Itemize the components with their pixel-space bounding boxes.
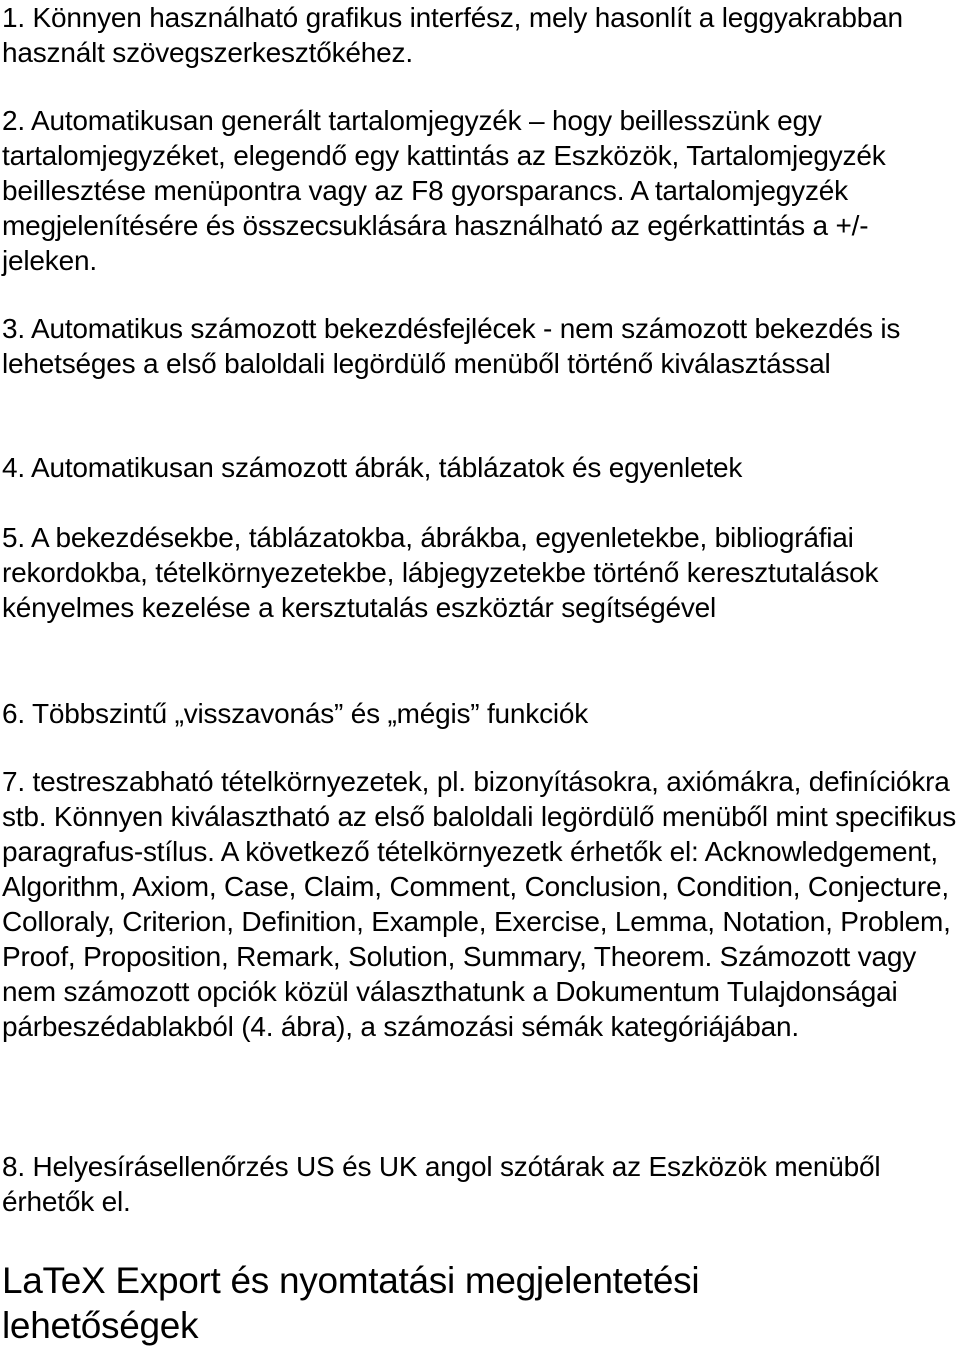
list-item-1: 1. Könnyen használható grafikus interfész, mely hasonlít a leggyakrabban használt szövegszerkesztőkéhez. (2, 2, 903, 68)
list-item-3: 3. Automatikus számozott bekezdésfejlécek - nem számozott bekezdés is lehetséges a első baloldali legördülő menüből történő kiválasztással (2, 313, 901, 379)
list-item-8: 8. Helyesírásellenőrzés US és UK angol szótárak az Eszközök menüből érhetők el. (2, 1151, 881, 1217)
list-item-2: 2. Automatikusan generált tartalomjegyzék – hogy beillesszünk egy tartalomjegyzéket, elegendő egy kattintás az Eszközök, Tartalomjegyzék beillesztése menüpontra vagy az F8 gyorsparancs. A tartalomjegyzék megjelenítésére és összecsuklására használható az egérkattintás a +/- jeleken. (2, 105, 886, 276)
list-item-5: 5. A bekezdésekbe, táblázatokba, ábrákba, egyenletekbe, bibliográfiai rekordokba, tételkörnyezetekbe, lábjegyzetekbe történő keresztutalások kényelmes kezelése a kersztutalás eszköztár segítségével (2, 522, 879, 623)
list-item-6: 6. Többszintű „visszavonás” és „mégis” funkciók (2, 698, 589, 729)
section-heading: LaTeX Export és nyomtatási megjelentetési lehetőségek (2, 1260, 700, 1346)
list-item-4: 4. Automatikusan számozott ábrák, táblázatok és egyenletek (2, 452, 743, 483)
list-item-7: 7. testreszabható tételkörnyezetek, pl. bizonyításokra, axiómákra, definíciókra stb. Könnyen kiválasztható az első baloldali legördülő menüből mint specifikus paragrafus-stílus. A következő tételkörnyezetk érhetők el: Acknowledgement, Algorithm, Axiom, Case, Claim, Comment, Conclusion, Condition, Conjecture, Colloraly, Criterion, Definition, Example, Exercise, Lemma, Notation, Problem, Proof, Proposition, Remark, Solution, Summary, Theorem. Számozott vagy nem számozott opciók közül választhatunk a Dokumentum Tulajdonságai párbeszédablakból (4. ábra), a számozási sémák kategóriájában. (2, 766, 957, 1042)
